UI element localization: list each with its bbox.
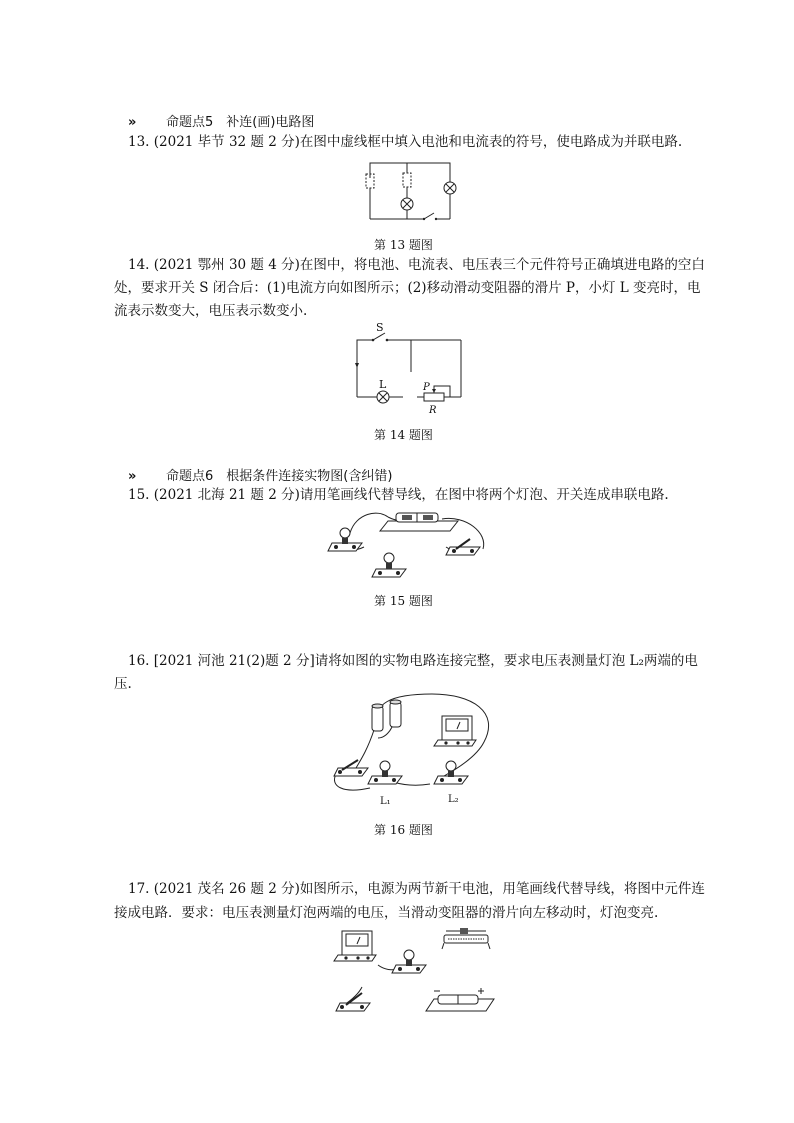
question-14-text-line2: 处，要求开关 S 闭合后：(1)电流方向如图所示；(2)移动滑动变阻器的滑片 P，小灯 L 变亮时，电: [114, 280, 701, 296]
switch-label-s: S: [376, 321, 384, 334]
section-title: 命题点6 根据条件连接实物图(含纠错): [166, 469, 393, 484]
q14-circuit-diagram: [345, 322, 465, 417]
switch: [336, 993, 370, 1011]
double-chevron-icon: »: [128, 469, 134, 484]
switch: [446, 539, 480, 555]
q13-circuit-diagram: [360, 158, 460, 228]
lamp-label-l: L: [379, 378, 387, 391]
double-chevron-icon: »: [128, 115, 134, 130]
section-heading-6: [128, 465, 392, 484]
bulb-label-l2: L₂: [448, 794, 459, 805]
voltmeter: [334, 931, 376, 961]
q16-apparatus-illustration: [332, 692, 497, 810]
battery-holder: [426, 988, 494, 1011]
question-17-text-line1: 17. (2021 茂名 26 题 2 分)如图所示，电源为两节新干电池，用笔画线代替导线，将图中元件连: [128, 881, 705, 897]
batteries: [372, 700, 401, 731]
question-17-text-line2: 接成电路．要求：电压表测量灯泡两端的电压，当滑动变阻器的滑片向左移动时，灯泡变亮.: [114, 905, 659, 921]
question-14-text-line3: 流表示数变大，电压表示数变小.: [114, 303, 308, 319]
rheostat: [442, 928, 490, 949]
question-16-text-line2: 压.: [114, 676, 132, 692]
figure-14-caption: 第 14 题图: [374, 428, 433, 442]
bulb: [392, 950, 426, 973]
rheostat-label-r: R: [429, 405, 437, 416]
question-14-text-line1: 14. (2021 鄂州 30 题 4 分)在图中，将电池、电流表、电压表三个元件符号正确填进电路的空白: [128, 257, 705, 273]
bulb-label-l1: L₁: [380, 796, 391, 807]
question-16-text-line1: 16. [2021 河池 21(2)题 2 分]请将如图的实物电路连接完整，要求电压表测量灯泡 L₂两端的电: [128, 653, 698, 669]
voltmeter: [434, 716, 476, 746]
section-heading-5: [128, 111, 314, 130]
question-15-text: 15. (2021 北海 21 题 2 分)请用笔画线代替导线，在图中将两个灯泡、开关连成串联电路.: [128, 487, 669, 503]
figure-15-caption: 第 15 题图: [374, 594, 433, 608]
bulb-l1: [368, 761, 402, 784]
bulb-2: [372, 553, 406, 577]
q17-apparatus-illustration: [334, 925, 494, 1020]
question-13-text: 13. (2021 毕节 32 题 2 分)在图中虚线框中填入电池和电流表的符号，使电路成为并联电路.: [128, 134, 683, 150]
figure-16-caption: 第 16 题图: [374, 823, 433, 837]
battery-holder: [380, 513, 458, 531]
section-title: 命题点5 补连(画)电路图: [166, 115, 315, 130]
slider-label-p: P: [423, 382, 430, 393]
q15-apparatus-illustration: [328, 505, 493, 585]
figure-13-caption: 第 13 题图: [374, 238, 433, 252]
switch: [334, 760, 368, 776]
bulb-1: [328, 528, 362, 551]
